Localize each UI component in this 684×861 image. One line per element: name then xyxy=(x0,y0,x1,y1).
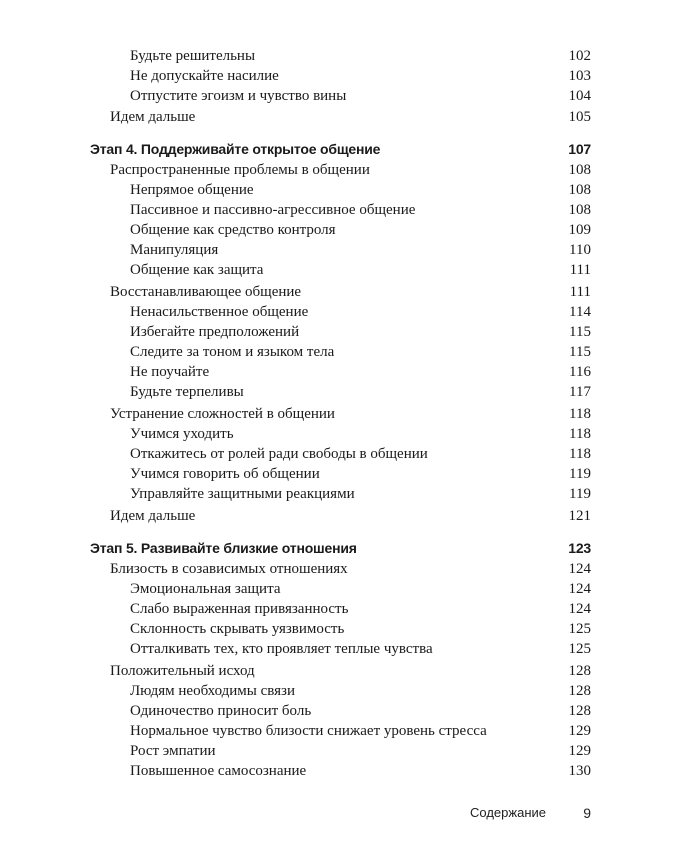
toc-subsection-entry xyxy=(0,444,684,464)
toc-entry-page: 108 xyxy=(568,182,591,198)
toc-chapter-entry xyxy=(0,139,684,159)
toc-entry-title: Этап 5. Развивайте близкие отношения xyxy=(90,540,357,556)
toc-entry-page: 116 xyxy=(569,364,591,380)
toc-subsection-entry xyxy=(0,382,684,402)
toc-subsection-entry xyxy=(0,464,684,484)
toc-subsection-entry xyxy=(0,180,684,200)
toc-subsection-entry xyxy=(0,681,684,701)
toc-entry-title: Распространенные проблемы в общении xyxy=(110,162,370,178)
toc-subsection-entry xyxy=(0,46,684,66)
toc-entry-page: 121 xyxy=(568,508,591,524)
toc-entry-title: Идем дальше xyxy=(110,109,196,125)
toc-entry-title: Восстанавливающее общение xyxy=(110,284,302,300)
toc-section-entry xyxy=(0,404,684,424)
toc-entry-title: Повышенное самосознание xyxy=(130,763,307,779)
toc-subsection-entry xyxy=(0,619,684,639)
toc-entry-title: Положительный исход xyxy=(110,663,255,679)
toc-entry-title: Общение как средство контроля xyxy=(130,222,336,238)
toc-entry-page: 115 xyxy=(569,324,591,340)
toc-entry-title: Будьте терпеливы xyxy=(130,384,244,400)
toc-entry-title: Нормальное чувство близости снижает уровень стресса xyxy=(130,723,487,739)
toc-subsection-entry xyxy=(0,741,684,761)
toc-entry-page: 102 xyxy=(568,48,591,64)
toc-entry-page: 109 xyxy=(568,222,591,238)
toc-entry-page: 108 xyxy=(568,162,591,178)
toc-entry-page: 129 xyxy=(568,723,591,739)
toc-entry-title: Склонность скрывать уязвимость xyxy=(130,621,345,637)
toc-entry-page: 111 xyxy=(569,262,591,278)
toc-entry-title: Идем дальше xyxy=(110,508,196,524)
toc-entry-title: Одиночество приносит боль xyxy=(130,703,312,719)
toc-subsection-entry xyxy=(0,761,684,781)
toc-entry-title: Устранение сложностей в общении xyxy=(110,406,335,422)
toc-subsection-entry xyxy=(0,86,684,106)
toc-entry-page: 103 xyxy=(568,68,591,84)
toc-entry-title: Эмоциональная защита xyxy=(130,581,281,597)
toc-subsection-entry xyxy=(0,424,684,444)
toc-subsection-entry xyxy=(0,302,684,322)
toc-entry-title: Отпустите эгоизм и чувство вины xyxy=(130,88,347,104)
toc-entry-page: 104 xyxy=(568,88,591,104)
toc-subsection-entry xyxy=(0,721,684,741)
toc-subsection-entry xyxy=(0,639,684,659)
toc-subsection-entry xyxy=(0,484,684,504)
toc-entry-title: Людям необходимы связи xyxy=(130,683,296,699)
toc-section-entry xyxy=(0,559,684,579)
toc-subsection-entry xyxy=(0,362,684,382)
toc-entry-page: 124 xyxy=(568,601,591,617)
toc-subsection-entry xyxy=(0,579,684,599)
toc-entry-page: 119 xyxy=(569,486,591,502)
toc-entry-page: 115 xyxy=(569,344,591,360)
toc-entry-page: 114 xyxy=(569,304,591,320)
toc-entry-title: Учимся уходить xyxy=(130,426,234,442)
toc-entry-page: 105 xyxy=(568,109,591,125)
toc-entry-title: Ненасильственное общение xyxy=(130,304,309,320)
toc-entry-title: Управляйте защитными реакциями xyxy=(130,486,355,502)
toc-entry-page: 107 xyxy=(568,141,591,157)
toc-entry-title: Учимся говорить об общении xyxy=(130,466,320,482)
toc-entry-title: Общение как защита xyxy=(130,262,264,278)
toc-section-entry xyxy=(0,661,684,681)
toc-entry-page: 130 xyxy=(568,763,591,779)
toc-entry-page: 118 xyxy=(569,406,591,422)
toc-subsection-entry xyxy=(0,322,684,342)
toc-entry-page: 128 xyxy=(568,663,591,679)
toc-entry-page: 110 xyxy=(569,242,591,258)
toc-entry-title: Слабо выраженная привязанность xyxy=(130,601,349,617)
toc-entry-title: Избегайте предположений xyxy=(130,324,300,340)
toc-subsection-entry xyxy=(0,260,684,280)
toc-entry-page: 123 xyxy=(568,540,591,556)
toc-entry-title: Не допускайте насилие xyxy=(130,68,279,84)
toc-entry-page: 118 xyxy=(569,426,591,442)
toc-subsection-entry xyxy=(0,599,684,619)
toc-entry-title: Отталкивать тех, кто проявляет теплые чувства xyxy=(130,641,433,657)
toc-entry-title: Этап 4. Поддерживайте открытое общение xyxy=(90,141,381,157)
toc-entry-title: Следите за тоном и языком тела xyxy=(130,344,335,360)
page-number: 9 xyxy=(583,805,591,821)
toc-entry-title: Будьте решительны xyxy=(130,48,256,64)
toc-entry-title: Откажитесь от ролей ради свободы в общении xyxy=(130,446,428,462)
toc-entry-title: Близость в созависимых отношениях xyxy=(110,561,348,577)
toc-subsection-entry xyxy=(0,66,684,86)
toc-entry-page: 125 xyxy=(568,621,591,637)
toc-subsection-entry xyxy=(0,200,684,220)
toc-entry-title: Рост эмпатии xyxy=(130,743,216,759)
toc-section-entry xyxy=(0,160,684,180)
toc-entry-page: 108 xyxy=(568,202,591,218)
toc-entry-page: 117 xyxy=(569,384,591,400)
toc-entry-page: 119 xyxy=(569,466,591,482)
toc-subsection-entry xyxy=(0,342,684,362)
toc-entry-title: Пассивное и пассивно-агрессивное общение xyxy=(130,202,416,218)
toc-entry-page: 118 xyxy=(569,446,591,462)
toc-entry-page: 124 xyxy=(568,561,591,577)
toc-subsection-entry xyxy=(0,220,684,240)
toc-section-entry xyxy=(0,282,684,302)
running-footer-label: Содержание xyxy=(470,805,546,820)
toc-entry-title: Манипуляция xyxy=(130,242,219,258)
toc-entry-page: 128 xyxy=(568,683,591,699)
toc-section-entry xyxy=(0,107,684,127)
toc-entry-page: 128 xyxy=(568,703,591,719)
toc-chapter-entry xyxy=(0,538,684,558)
toc-entry-title: Не поучайте xyxy=(130,364,210,380)
toc-entry-page: 125 xyxy=(568,641,591,657)
toc-entry-page: 129 xyxy=(568,743,591,759)
toc-subsection-entry xyxy=(0,240,684,260)
toc-section-entry xyxy=(0,506,684,526)
toc-subsection-entry xyxy=(0,701,684,721)
toc-entry-title: Непрямое общение xyxy=(130,182,254,198)
toc-entry-page: 124 xyxy=(568,581,591,597)
toc-entry-page: 111 xyxy=(569,284,591,300)
